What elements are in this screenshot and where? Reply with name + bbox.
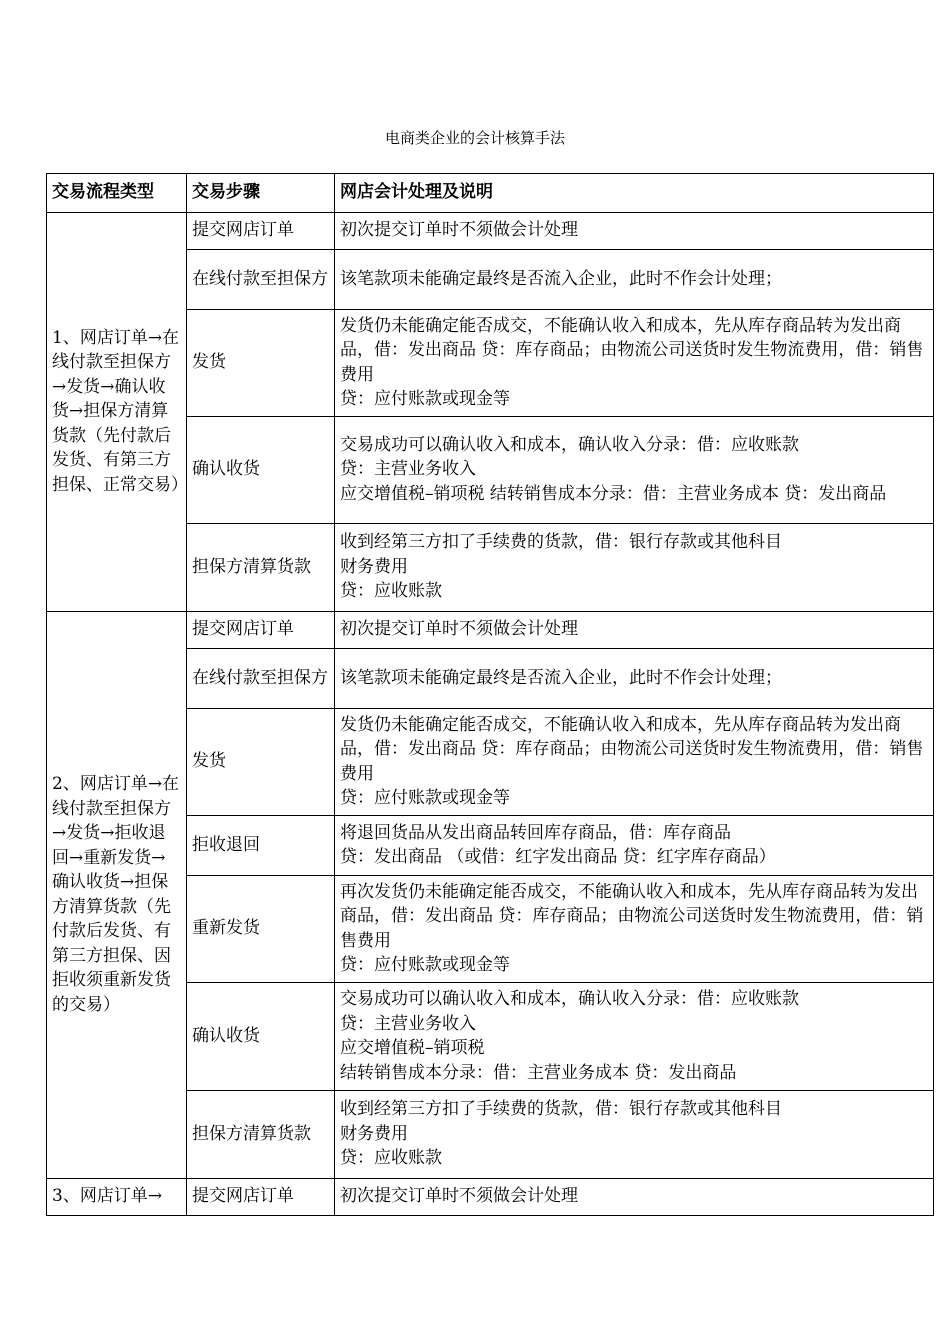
step-cell: 担保方清算货款: [187, 524, 335, 612]
step-cell: 重新发货: [187, 876, 335, 983]
treatment-line: 贷：应收账款: [340, 1148, 442, 1169]
treatment-line: 结转销售成本分录：借：主营业务成本 贷：发出商品: [340, 1062, 737, 1083]
step-cell: 在线付款至担保方: [187, 649, 335, 709]
flow-type-cell: 2、网店订单→在线付款至担保方→发货→拒收退回→重新发货→确认收货→担保方清算货款（先付款后发货、有第三方担保、因拒收须重新发货的交易）: [47, 612, 187, 1179]
treatment-line: 贷：主营业务收入: [340, 459, 476, 480]
treatment-cell: [335, 612, 934, 649]
step-cell: 提交网店订单: [187, 612, 335, 649]
treatment-line: 该笔款项未能确定最终是否流入企业，此时不作会计处理；: [340, 667, 782, 688]
treatment-line: 贷：主营业务收入: [340, 1013, 476, 1034]
treatment-line: 财务费用: [340, 1123, 408, 1144]
step-cell: 拒收退回: [187, 816, 335, 876]
treatment-line: 交易成功可以确认收入和成本，确认收入分录：借：应收账款: [340, 989, 799, 1009]
table-row: [47, 612, 934, 649]
step-cell: 发货: [187, 310, 335, 417]
treatment-cell: [335, 649, 934, 709]
treatment-line: 贷：应收账款: [340, 581, 442, 602]
treatment-line: 贷：应付账款或现金等: [340, 389, 510, 409]
treatment-line: 交易成功可以确认收入和成本，确认收入分录：借：应收账款: [340, 434, 799, 455]
treatment-line: 贷：应付账款或现金等: [340, 788, 510, 808]
header-step: 交易步骤: [187, 174, 335, 213]
document-title: 电商类企业的会计核算手法: [384, 129, 565, 147]
treatment-line: 初次提交订单时不须做会计处理: [340, 220, 578, 241]
table-row: [47, 213, 934, 250]
treatment-cell: [335, 524, 934, 612]
table-header-row: [47, 174, 934, 213]
treatment-cell: [335, 213, 934, 250]
header-treatment: 网店会计处理及说明: [335, 174, 934, 213]
treatment-cell: [335, 310, 934, 417]
accounting-table: [46, 173, 934, 1216]
treatment-line: 初次提交订单时不须做会计处理: [340, 1186, 578, 1207]
step-cell: 在线付款至担保方: [187, 250, 335, 310]
treatment-cell: [335, 983, 934, 1091]
treatment-line: 收到经第三方扣了手续费的货款，借：银行存款或其他科目: [340, 1099, 782, 1120]
treatment-line: 财务费用: [340, 556, 408, 577]
treatment-line: 发货仍未能确定能否成交，不能确认收入和成本，先从库存商品转为发出商品，借：发出商品 贷：库存商品；由物流公司送货时发生物流费用，借：销售费用: [340, 315, 924, 385]
treatment-cell: [335, 816, 934, 876]
treatment-line: 初次提交订单时不须做会计处理: [340, 619, 578, 640]
step-cell: 提交网店订单: [187, 1179, 335, 1216]
step-cell: 确认收货: [187, 417, 335, 524]
treatment-line: 发货仍未能确定能否成交，不能确认收入和成本，先从库存商品转为发出商品，借：发出商品 贷：库存商品；由物流公司送货时发生物流费用，借：销售费用: [340, 714, 924, 784]
treatment-line: 贷：应付账款或现金等: [340, 955, 510, 975]
table-row: [47, 1179, 934, 1216]
treatment-cell: [335, 250, 934, 310]
step-cell: 担保方清算货款: [187, 1091, 335, 1179]
step-cell: 发货: [187, 709, 335, 816]
treatment-line: 应交增值税–销项税: [340, 1038, 485, 1058]
flow-type-cell: 1、网店订单→在线付款至担保方→发货→确认收货→担保方清算货款（先付款后发货、有第三方担保、正常交易）: [47, 213, 187, 612]
treatment-cell: [335, 876, 934, 983]
treatment-cell: [335, 1091, 934, 1179]
treatment-cell: [335, 709, 934, 816]
treatment-cell: [335, 1179, 934, 1216]
step-cell: 确认收货: [187, 983, 335, 1091]
treatment-line: 该笔款项未能确定最终是否流入企业，此时不作会计处理；: [340, 268, 782, 289]
step-cell: 提交网店订单: [187, 213, 335, 250]
treatment-line: 贷：发出商品 （或借：红字发出商品 贷：红字库存商品）: [340, 847, 776, 867]
treatment-line: 应交增值税–销项税 结转销售成本分录：借：主营业务成本 贷：发出商品: [340, 483, 887, 504]
header-flow-type: 交易流程类型: [47, 174, 187, 213]
treatment-line: 再次发货仍未能确定能否成交，不能确认收入和成本，先从库存商品转为发出商品，借：发出商品 贷：库存商品；由物流公司送货时发生物流费用，借：销售费用: [340, 881, 924, 951]
treatment-line: 收到经第三方扣了手续费的货款，借：银行存款或其他科目: [340, 532, 782, 553]
treatment-cell: [335, 417, 934, 524]
treatment-line: 将退回货品从发出商品转回库存商品，借：库存商品: [340, 822, 731, 843]
flow-type-cell: 3、网店订单→: [47, 1179, 187, 1216]
